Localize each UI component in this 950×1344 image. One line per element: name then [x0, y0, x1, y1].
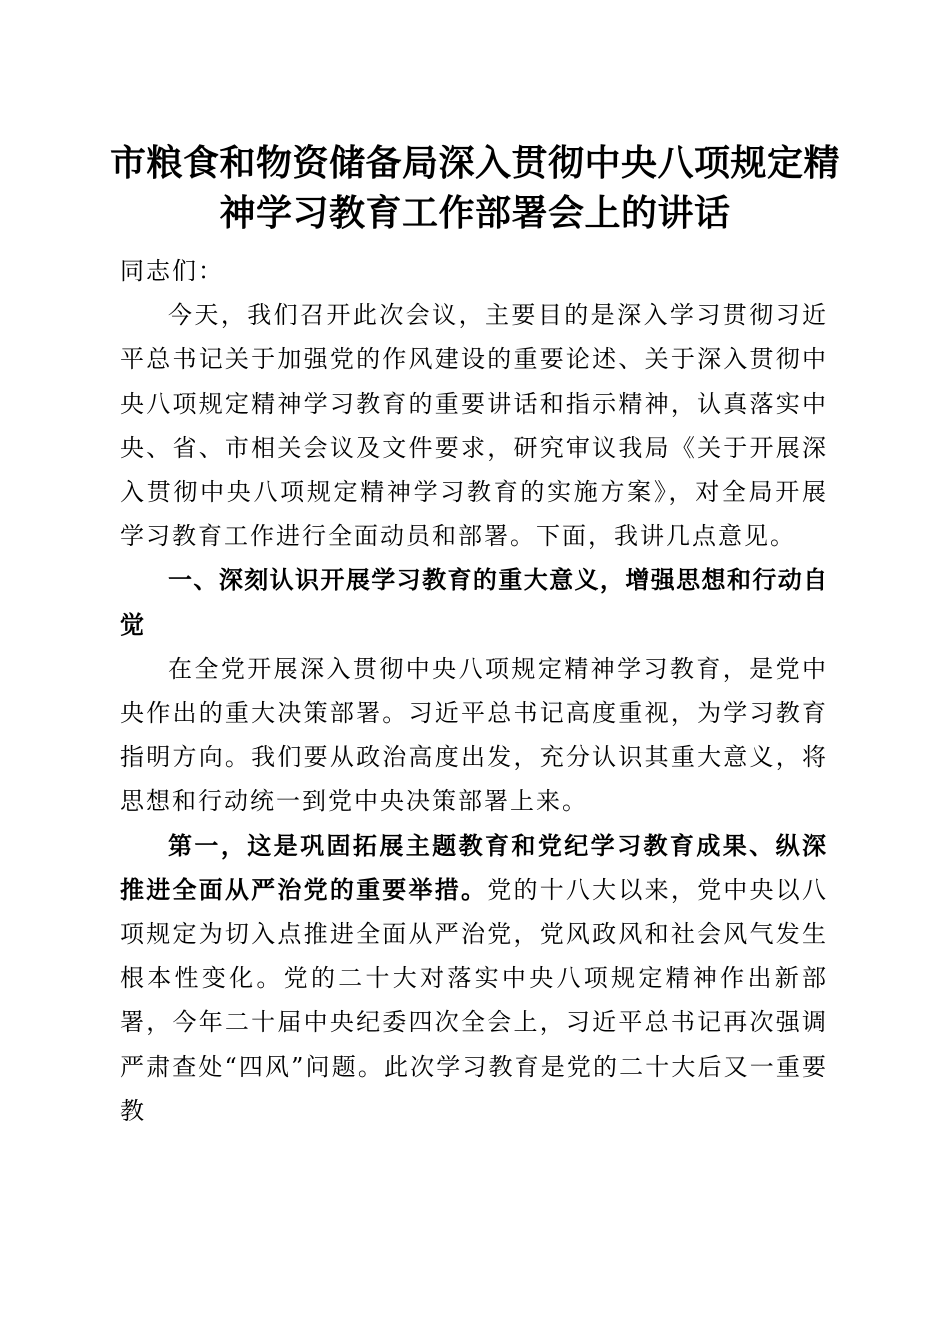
- point-1-body: 党的十八大以来，党中央以八项规定为切入点推进全面从严治党，党风政风和社会风气发生根本性变化。党的二十大对落实中央八项规定精神作出新部署，今年二十届中央纪委四次全会上，习近平总书记再次强调严肃查处“四风”问题。此次学习教育是党的二十大后又一重要教: [120, 875, 829, 1125]
- document-body: [120, 249, 828, 1133]
- document-title-line-2: 神学习教育工作部署会上的讲话: [219, 192, 731, 234]
- document-title-line-1: 市粮食和物资储备局深入贯彻中央八项规定精: [110, 142, 841, 184]
- point-1-paragraph: [120, 824, 828, 1133]
- document-title: [110, 138, 840, 238]
- salutation: 同志们：: [120, 257, 224, 285]
- point-1-lead: 第一，这是巩固拓展主题教育和党纪学习教育成果、纵深推进全面从严治党的重要举措。: [120, 830, 828, 904]
- section-1-heading: 一、深刻认识开展学习教育的重大意义，增强思想和行动自觉: [120, 566, 828, 639]
- intro-paragraph: 今天，我们召开此次会议，主要目的是深入学习贯彻习近平总书记关于加强党的作风建设的重要论述、关于深入贯彻中央八项规定精神学习教育的重要讲话和指示精神，认真落实中央、省、市相关会议及文件要求，研究审议我局《关于开展深入贯彻中央八项规定精神学习教育的实施方案》，对全局开展学习教育工作进行全面动员和部署。下面，我讲几点意见。: [120, 301, 828, 551]
- section-1-paragraph: 在全党开展深入贯彻中央八项规定精神学习教育，是党中央作出的重大决策部署。习近平总书记高度重视，为学习教育指明方向。我们要从政治高度出发，充分认识其重大意义，将思想和行动统一到党中央决策部署上来。: [120, 654, 828, 816]
